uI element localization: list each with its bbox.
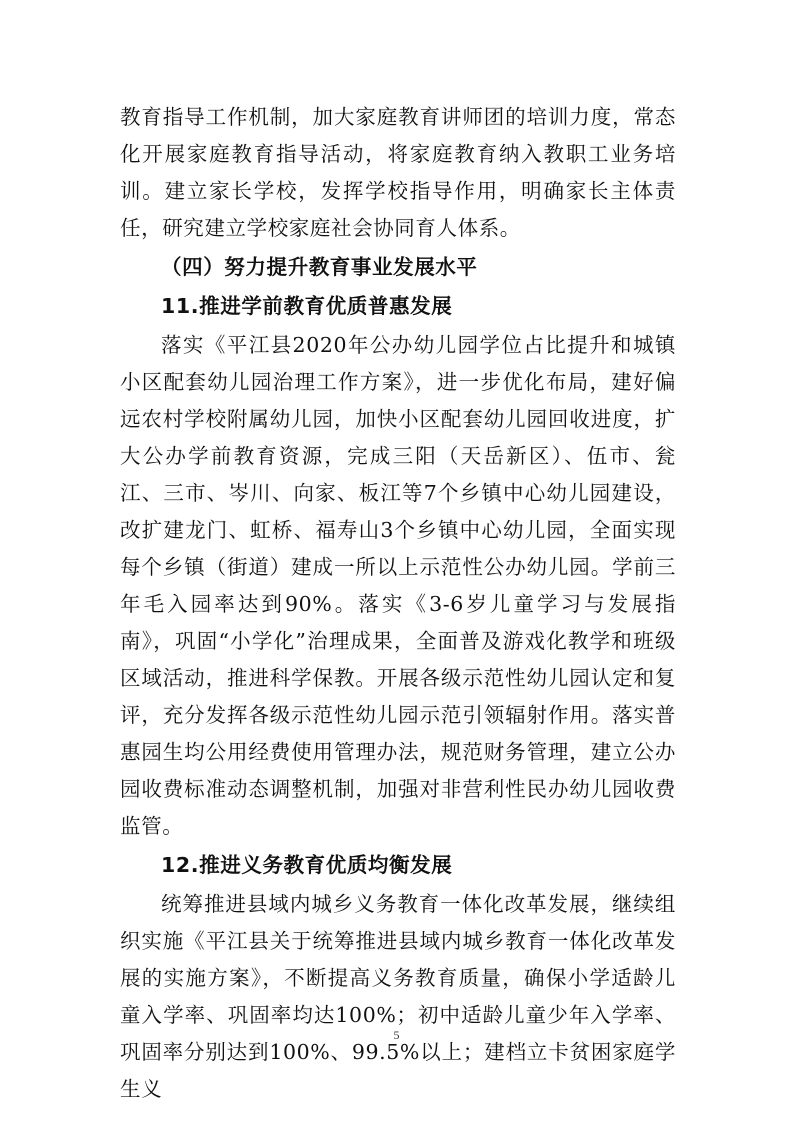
item-11-body: 落实《平江县2020年公办幼儿园学位占比提升和城镇小区配套幼儿园治理工作方案》，进一步优化布局，建好偏远农村学校附属幼儿园，加快小区配套幼儿园回收进度，扩大公办学前教育资源，完成三阳（天岳新区）、伍市、瓮江、三市、岑川、向家、板江等7个乡镇中心幼儿园建设，改扩建龙门、虹桥、福寿山3个乡镇中心幼儿园，全面实现每个乡镇（街道）建成一所以上示范性公办幼儿园。学前三年毛入园率达到90%。落实《3-6岁儿童学习与发展指南》，巩固“小学化”治理成果，全面普及游戏化教学和班级区域活动，推进科学保教。开展各级示范性幼儿园认定和复评，充分发挥各级示范性幼儿园示范引领辐射作用。落实普惠园生均公用经费使用管理办法，规范财务管理，建立公办园收费标准动态调整机制，加强对非营利性民办幼儿园收费监管。 [120,333,676,838]
page-number: 5 [393,1028,400,1042]
paragraph-continuation: 教育指导工作机制，加大家庭教育讲师团的培训力度，常态化开展家庭教育指导活动，将家庭教育纳入教职工业务培训。建立家长学校，发挥学校指导作用，明确家长主体责任，研究建立学校家庭社会协同育人体系。 [120,105,676,240]
document-body [120,99,676,1108]
item-12-heading: 12.推进义务教育优质均衡发展 [161,853,453,877]
section-heading: （四）努力提升教育事业发展水平 [161,255,478,279]
item-11-heading: 11.推进学前教育优质普惠发展 [161,294,453,318]
item-12-body: 统筹推进县域内城乡义务教育一体化改革发展，继续组织实施《平江县关于统筹推进县域内城乡教育一体化改革发展的实施方案》，不断提高义务教育质量，确保小学适龄儿童入学率、巩固率均达100%；初中适龄儿童少年入学率、巩固率分别达到100%、99.5%以上；建档立卡贫困家庭学生义 [120,892,676,1101]
